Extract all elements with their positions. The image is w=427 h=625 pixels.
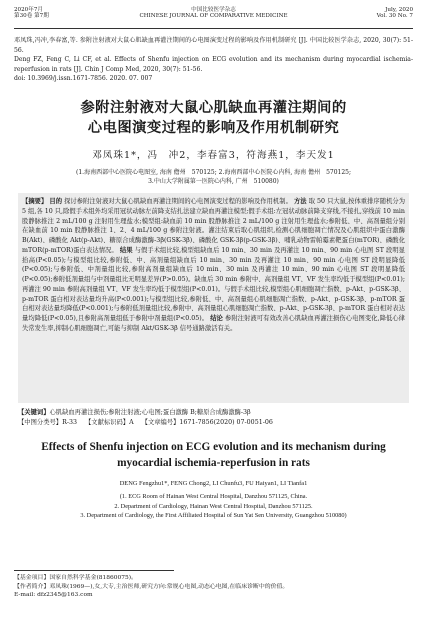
clc-number: 【中图分类号】R-33 xyxy=(18,419,77,426)
authors-en: DENG Fengzhu1*, FENG Chong2, LI Chunfu3, FU Haiyan1, LI Tianfa1 xyxy=(119,480,308,487)
affiliation-cn-line1: (1.海南西部中心医院心电图室, 海南 儋州 570125; 2.海南西部中心医院心内科, 海南 儋州 570125; xyxy=(76,169,351,176)
citation-doi: doi: 10.3969/j.issn.1671-7856. 2020. 07. 007 xyxy=(14,75,153,83)
article-title-en xyxy=(14,440,413,471)
author-bio-note: 【作者简介】邓凤珠(1969—),女,大专,主治医师,研究方向:常规心电图,动态心电图,在临床诊断中的价值。 xyxy=(14,583,289,590)
conclusion-text: 参附注射液可有效改善心肌缺血再灌注损伤心电图变化,降低心律失常发生率,抑制心肌细胞凋亡,可能与抑制 Akt/GSK-3β 信号通路激活有关。 xyxy=(22,315,405,332)
affiliations-cn xyxy=(28,168,399,186)
article-number: 【文章编号】1671-7856(2020) 07-0051-06 xyxy=(141,419,273,426)
title-cn-line1: 参附注射液对大鼠心肌缺血再灌注期间的 xyxy=(80,99,347,116)
title-en-line1: Effects of Shenfu injection on ECG evolution and its mechanism during xyxy=(41,441,386,453)
affiliation-en-line2: 2. Department of Cardiology, Hainan West Central Hospital, Danzhou 571125. xyxy=(114,502,313,510)
objective-label: 目的 xyxy=(49,198,63,205)
affiliation-en-line3: 3. Department of Cardiology, the First Affiliated Hospital of Sun Yat Sen University, Guangzhou 510080) xyxy=(80,512,347,520)
authors-cn: 邓凤珠1*，冯 冲2，李春富3，符海燕1，李天发1 xyxy=(92,150,335,161)
footnote-divider xyxy=(14,570,174,571)
objective-text: 探讨参附注射液对大鼠心肌缺血再灌注期间的心电图演变过程的影响及作用机制。 xyxy=(64,198,292,205)
title-cn-line2: 心电图演变过程的影响及作用机制研究 xyxy=(87,119,340,136)
header-date-en: July, 2020 xyxy=(385,7,413,13)
header-volume-en: Vol. 30 No. 7 xyxy=(376,13,413,19)
article-title-cn xyxy=(14,98,413,138)
affiliation-cn-line2: 3.中山大学附属第一医院心内科, 广州 510080) xyxy=(148,178,279,185)
keywords-cn xyxy=(18,408,409,418)
keywords-text: 心肌缺血再灌注损伤;参附注射液;心电图;蛋白激酶 B;糖原合成酶激酶-3β xyxy=(49,409,251,416)
header-journal-en: CHINESE JOURNAL OF COMPARATIVE MEDICINE xyxy=(139,13,288,19)
document-code: 【文献标识码】A xyxy=(84,419,134,426)
citation-cn: 邓凤珠,冯冲,李春富,等. 参附注射液对大鼠心肌缺血再灌注期间的心电图演变过程的影响及作用机制研究 [J]. 中国比较医学杂志, 2020, 30(7): 51-56. xyxy=(14,37,413,54)
abstract-cn xyxy=(22,197,405,334)
header-volume-cn: 第30卷 第7期 xyxy=(14,13,49,19)
header-date-cn: 2020年7月 xyxy=(14,7,43,13)
affiliations-en xyxy=(20,492,407,521)
result-text: 与假手术组比较,模型组缺血后 10 min、30 min 及再灌注 10 min、90 min 心电图 ST 段明显抬高(P<0.05);与模型组比较,参附低、中、高剂量组缺血后 10 min、30 min 及再灌注 10 min、90 min 心电图 ST 段明显降低(P<0.05);与参附低、中剂量组比较,参附高剂量组缺血后 10 min、30 min 及再灌注 10 min、90 min 心电图 ST 段明显降低(P<0.05);参附低剂量组与中剂量组比无明显差异(P>0.05)。缺血后 30 min 参附中、高剂量组 VT、VF 发生率均低于模型组(P<0.01);再灌注 90 min 参附高剂量组 VT、VF 发生率均低于模型组(P<0.01)。与假手术组比较,模型组心肌细胞凋亡指数、p-Akt、p-GSK-3β、p-mTOR 蛋白相对表达量均升高(P<0.001);与模型组比较,参附低、中、高剂量组心肌细胞凋亡指数、p-Akt、p-GSK-3β、p-mTOR 蛋白相对表达量均降低(P<0.001);与参附低剂量组比较,参附中、高剂量组心肌细胞凋亡指数、p-Akt、p-GSK-3β、p-mTOR 蛋白相对表达量均降低(P<0.05),且参附高剂量组低于参附中剂量组(P<0.05)。 xyxy=(22,246,405,322)
result-label: 结果 xyxy=(119,246,133,254)
keywords-label: 【关键词】 xyxy=(18,409,50,416)
conclusion-label: 结论 xyxy=(210,315,223,322)
email-note: E-mail: dfz2345@163.com xyxy=(14,592,93,599)
citation-block xyxy=(14,36,413,84)
fund-note: 【基金项目】国家自然科学基金(81860075)。 xyxy=(14,575,137,581)
affiliation-en-line1: (1. ECG Room of Hainan West Central Hospital, Danzhou 571125, China. xyxy=(119,493,308,500)
header-journal-cn: 中国比较医学杂志 xyxy=(191,7,236,13)
abstract-label: 【摘要】 xyxy=(22,198,48,205)
method-label: 方法 xyxy=(293,198,307,205)
classification-line xyxy=(18,418,409,428)
citation-en: Deng FZ, Feng C, Li CF, et al. Effects of Shenfu injection on ECG evolution and its mechanism during myocardial ischemia-reperfusion in rats [J]. Chin J Comp Med, 2020, 30(7): 51-56. xyxy=(14,56,413,73)
method-text: 取 50 只大鼠,按体重排序随机分为 5 组,各 10 只,除假手术组外均采用冠状动脉左前降支结扎法建立缺血再灌注模型;假手术组:左冠状动脉前降支穿线,不接扎,穿线前 10 min 股静脉推注 2 mL/100 g 注射用生理盐水;模型组:缺血前 10 min 股静脉推注 2 mL/100 g 注射用生理盐水;参附低、中、高剂量组分别在缺血前 10 min 股静脉推注 1、2、4 mL/100 g 参附注射液。灌注结束后取心肌组织,检测心肌细胞凋亡情况及心肌组织中蛋白激酶 B(Akt)、磷酸化 Akt(p-Akt)、糖原合成酶激酶-3β(GSK-3β)、磷酸化 GSK-3β(p-GSK-3β)、哺乳动物雷帕霉素靶蛋白(mTOR)、磷酸化 mTOR(p-mTOR)蛋白表达情况。 xyxy=(22,198,406,254)
title-en-line2: myocardial ischemia-reperfusion in rats xyxy=(117,456,310,469)
footnotes xyxy=(14,574,413,600)
header-divider xyxy=(14,28,413,29)
